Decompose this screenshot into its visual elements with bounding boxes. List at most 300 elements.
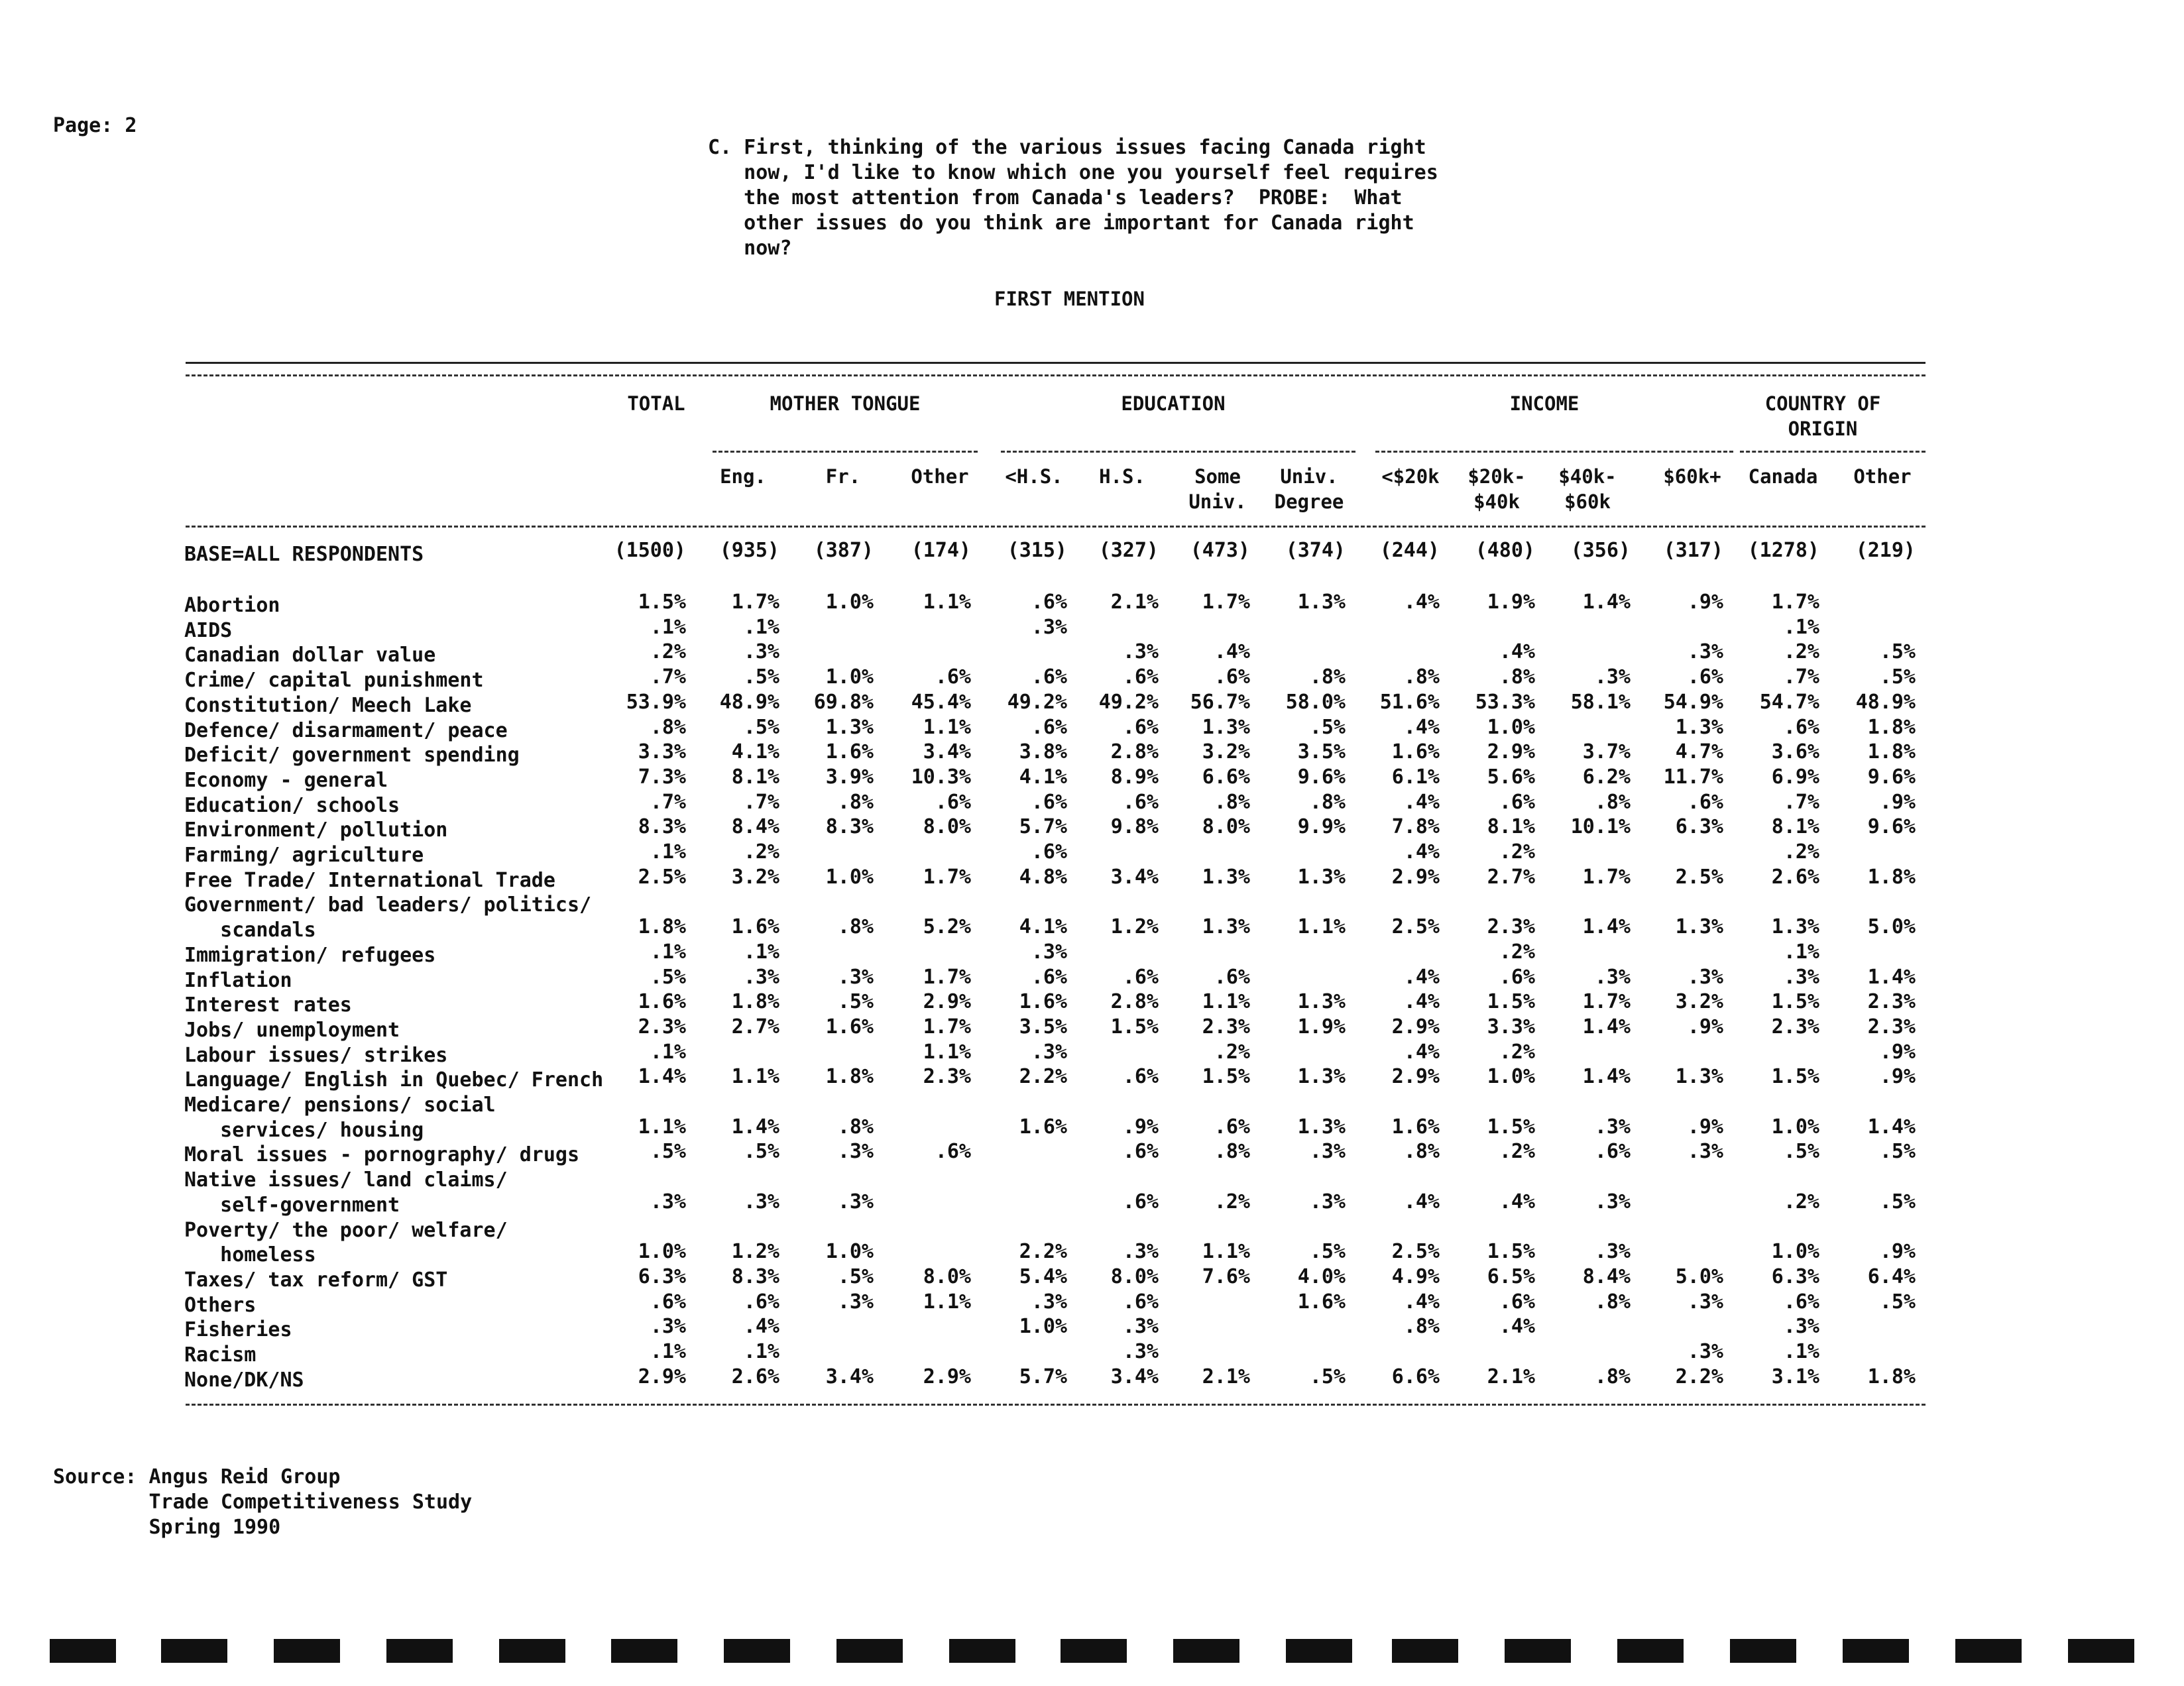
table-cell: 2.9% <box>1391 1015 1440 1039</box>
table-cell: 8.1% <box>1487 815 1535 839</box>
table-cell: 7.6% <box>1202 1264 1250 1288</box>
base-value: (1278) <box>1747 539 1819 562</box>
base-value: (317) <box>1663 539 1723 562</box>
footer-bar <box>1730 1639 1796 1663</box>
table-cell: 3.8% <box>1019 740 1067 764</box>
table-cell: .7% <box>650 665 686 689</box>
table-cell: 8.0% <box>1202 815 1250 839</box>
table-cell: 49.2% <box>1007 690 1067 714</box>
row-label: Crime/ capital punishment <box>184 669 484 693</box>
table-cell: 1.0% <box>825 590 874 614</box>
table-cell: 1.8% <box>825 1065 874 1089</box>
table-cell: 3.4% <box>1110 1365 1159 1388</box>
footer-bar <box>1061 1639 1127 1663</box>
table-cell: 1.0% <box>1487 715 1535 739</box>
table-cell: .8% <box>1594 790 1631 814</box>
table-cell: 1.1% <box>923 590 971 614</box>
table-cell: 2.1% <box>1487 1365 1535 1388</box>
table-cell: .2% <box>650 640 686 664</box>
footer-bar <box>724 1639 790 1663</box>
table-cell: 1.9% <box>1487 590 1535 614</box>
table-cell: .4% <box>1403 990 1440 1014</box>
table-cell: .6% <box>935 1140 971 1164</box>
table-cell: 2.7% <box>731 1015 779 1039</box>
base-value: (935) <box>719 539 779 562</box>
table-cell: .2% <box>1499 840 1535 864</box>
row-label: Deficit/ government spending <box>184 744 520 767</box>
table-cell: 1.4% <box>1582 590 1631 614</box>
table-cell: .6% <box>1031 840 1067 864</box>
subheader-5: Some Univ. <box>1188 465 1247 513</box>
table-cell: 6.6% <box>1202 765 1250 789</box>
table-cell: 6.3% <box>1675 815 1723 839</box>
table-cell: 1.3% <box>825 715 874 739</box>
table-cell: .3% <box>1031 940 1067 964</box>
table-cell: .3% <box>1687 1290 1723 1314</box>
table-cell: 1.5% <box>1110 1015 1159 1039</box>
table-cell: 58.1% <box>1570 690 1631 714</box>
table-cell: .8% <box>1403 1140 1440 1164</box>
row-label: Farming/ agriculture <box>184 844 424 867</box>
table-cell: 2.7% <box>1487 865 1535 889</box>
table-cell: 2.9% <box>638 1365 686 1388</box>
table-cell: 54.7% <box>1759 690 1819 714</box>
table-cell: 1.3% <box>1297 865 1346 889</box>
table-cell: 1.1% <box>1202 990 1250 1014</box>
table-cell: .3% <box>837 1290 874 1314</box>
table-cell: .3% <box>743 640 779 664</box>
subheader-3: <H.S. <box>1005 465 1063 488</box>
table-cell: 1.3% <box>1297 1115 1346 1139</box>
table-cell: .3% <box>837 1140 874 1164</box>
table-cell: .3% <box>743 1190 779 1213</box>
footer-bar <box>50 1639 116 1663</box>
table-cell: .6% <box>1122 790 1159 814</box>
table-cell: 1.3% <box>1202 915 1250 939</box>
table-cell: 4.0% <box>1297 1264 1346 1288</box>
row-label: Abortion <box>184 594 280 617</box>
table-cell: .9% <box>1879 790 1916 814</box>
header-bottom-dashed-rule <box>186 526 1925 528</box>
table-cell: 2.3% <box>1202 1015 1250 1039</box>
table-cell: 2.8% <box>1110 990 1159 1014</box>
table-cell: .3% <box>1309 1140 1346 1164</box>
table-cell: 1.7% <box>923 865 971 889</box>
table-cell: .1% <box>1783 1340 1819 1363</box>
table-cell: .3% <box>1783 965 1819 989</box>
table-cell: .6% <box>1031 790 1067 814</box>
table-cell: 6.3% <box>638 1264 686 1288</box>
table-cell: .3% <box>650 1190 686 1213</box>
table-cell: 2.9% <box>923 1365 971 1388</box>
row-label: scandals <box>184 919 316 942</box>
table-cell: .4% <box>1499 640 1535 664</box>
header-country-of-origin: COUNTRY OF ORIGIN <box>1764 392 1881 440</box>
table-cell: 7.8% <box>1391 815 1440 839</box>
header-mother-tongue: MOTHER TONGUE <box>770 392 921 415</box>
table-cell: 1.8% <box>1867 1365 1916 1388</box>
table-cell: .9% <box>1687 1015 1723 1039</box>
base-value: (374) <box>1285 539 1346 562</box>
table-cell: 1.8% <box>1867 865 1916 889</box>
table-cell: 1.1% <box>923 1040 971 1064</box>
table-cell: 56.7% <box>1190 690 1250 714</box>
table-cell: .7% <box>650 790 686 814</box>
row-label: Taxes/ tax reform/ GST <box>184 1268 448 1292</box>
table-cell: .8% <box>1309 790 1346 814</box>
table-cell: 1.3% <box>1297 590 1346 614</box>
table-cell: 2.3% <box>1487 915 1535 939</box>
table-cell: 1.7% <box>923 1015 971 1039</box>
table-cell: .3% <box>1594 1190 1631 1213</box>
base-value: (480) <box>1475 539 1535 562</box>
row-label: Environment/ pollution <box>184 818 448 842</box>
table-cell: 9.9% <box>1297 815 1346 839</box>
table-cell: .5% <box>1783 1140 1819 1164</box>
table-cell: .5% <box>1879 1140 1916 1164</box>
table-cell: 10.1% <box>1570 815 1631 839</box>
table-cell: 4.9% <box>1391 1264 1440 1288</box>
table-cell: 3.2% <box>1202 740 1250 764</box>
education-underline <box>1001 451 1355 453</box>
table-cell: 3.6% <box>1771 740 1819 764</box>
table-cell: 1.0% <box>825 665 874 689</box>
table-cell: .3% <box>1687 1340 1723 1363</box>
table-cell: .6% <box>1594 1140 1631 1164</box>
table-cell: .6% <box>1783 715 1819 739</box>
table-cell: 8.9% <box>1110 765 1159 789</box>
table-cell: .6% <box>1499 790 1535 814</box>
table-cell: .2% <box>743 840 779 864</box>
table-cell: 69.8% <box>813 690 874 714</box>
table-cell: 8.0% <box>923 815 971 839</box>
table-cell: 49.2% <box>1098 690 1159 714</box>
table-cell: .6% <box>1122 1290 1159 1314</box>
table-cell: .4% <box>1403 840 1440 864</box>
footer-bar <box>1617 1639 1684 1663</box>
table-cell: 1.0% <box>1487 1065 1535 1089</box>
table-cell: 1.8% <box>731 990 779 1014</box>
table-cell: .3% <box>1687 1140 1723 1164</box>
table-cell: .6% <box>1122 1140 1159 1164</box>
table-cell: 2.9% <box>1487 740 1535 764</box>
footer-bar <box>1505 1639 1571 1663</box>
table-cell: .2% <box>1499 1040 1535 1064</box>
base-value: (219) <box>1855 539 1916 562</box>
table-cell: 1.0% <box>1771 1115 1819 1139</box>
base-value: (356) <box>1570 539 1631 562</box>
table-cell: .3% <box>1031 1040 1067 1064</box>
table-cell: 1.8% <box>638 915 686 939</box>
table-cell: 1.6% <box>1019 990 1067 1014</box>
table-cell: 4.8% <box>1019 865 1067 889</box>
mother-tongue-underline <box>713 451 978 453</box>
table-cell: .5% <box>1879 640 1916 664</box>
table-cell: 4.1% <box>731 740 779 764</box>
table-cell: .7% <box>1783 790 1819 814</box>
row-label: Moral issues - pornography/ drugs <box>184 1143 580 1167</box>
table-cell: 8.4% <box>1582 1264 1631 1288</box>
table-cell: .3% <box>1309 1190 1346 1213</box>
table-cell: .4% <box>1403 965 1440 989</box>
table-cell: 48.9% <box>719 690 779 714</box>
page-number: Page: 2 <box>53 114 137 137</box>
table-cell: .6% <box>1122 665 1159 689</box>
table-cell: 1.6% <box>638 990 686 1014</box>
table-cell: .8% <box>1214 1140 1250 1164</box>
table-cell: .9% <box>1687 590 1723 614</box>
subheader-6: Univ. Degree <box>1274 465 1344 513</box>
row-label: None/DK/NS <box>184 1368 304 1392</box>
row-label: Fisheries <box>184 1318 292 1342</box>
table-cell: 7.3% <box>638 765 686 789</box>
table-cell: 5.7% <box>1019 1365 1067 1388</box>
base-value: (387) <box>813 539 874 562</box>
subheader-9: $40k- $60k <box>1558 465 1617 513</box>
footer-bar <box>1286 1639 1352 1663</box>
table-cell: .8% <box>650 715 686 739</box>
table-cell: .3% <box>1122 1340 1159 1363</box>
table-cell: .6% <box>1214 965 1250 989</box>
table-cell: 1.3% <box>1297 1065 1346 1089</box>
table-bottom-dashed-rule <box>186 1404 1925 1406</box>
footer-bar <box>2068 1639 2134 1663</box>
table-cell: .8% <box>1499 665 1535 689</box>
table-cell: .3% <box>1594 1240 1631 1264</box>
base-value: (244) <box>1379 539 1440 562</box>
table-cell: .2% <box>1783 640 1819 664</box>
table-cell: .1% <box>743 615 779 639</box>
table-cell: 1.8% <box>1867 715 1916 739</box>
subheader-7: <$20k <box>1381 465 1440 488</box>
row-label: services/ housing <box>184 1118 424 1142</box>
row-label: Immigration/ refugees <box>184 943 436 967</box>
table-cell: 1.3% <box>1771 915 1819 939</box>
table-cell: 2.1% <box>1110 590 1159 614</box>
table-cell: 8.4% <box>731 815 779 839</box>
table-cell: .5% <box>837 1264 874 1288</box>
table-cell: 2.1% <box>1202 1365 1250 1388</box>
table-cell: 1.7% <box>731 590 779 614</box>
table-cell: 51.6% <box>1379 690 1440 714</box>
row-label: Economy - general <box>184 768 388 792</box>
table-cell: .3% <box>1594 1115 1631 1139</box>
table-cell: 1.5% <box>1487 1240 1535 1264</box>
table-cell: .4% <box>743 1315 779 1339</box>
table-cell: .5% <box>743 1140 779 1164</box>
table-cell: .2% <box>1214 1040 1250 1064</box>
table-cell: .4% <box>1403 1190 1440 1213</box>
table-cell: 1.4% <box>638 1065 686 1089</box>
table-cell: .8% <box>1403 665 1440 689</box>
table-cell: .1% <box>1783 940 1819 964</box>
subheader-4: H.S. <box>1099 465 1145 488</box>
table-cell: 6.1% <box>1391 765 1440 789</box>
row-label: Education/ schools <box>184 793 400 817</box>
footer-bar <box>949 1639 1015 1663</box>
table-cell: .1% <box>650 940 686 964</box>
table-cell: 2.3% <box>638 1015 686 1039</box>
footer-bar <box>161 1639 227 1663</box>
table-cell: .6% <box>743 1290 779 1314</box>
table-cell: .6% <box>1214 1115 1250 1139</box>
table-cell: 58.0% <box>1285 690 1346 714</box>
table-cell: .1% <box>743 1340 779 1363</box>
table-cell: .7% <box>743 790 779 814</box>
table-cell: 5.0% <box>1675 1264 1723 1288</box>
table-cell: 1.1% <box>923 1290 971 1314</box>
table-cell: 1.4% <box>1867 965 1916 989</box>
row-label: homeless <box>184 1243 316 1267</box>
table-cell: 54.9% <box>1663 690 1723 714</box>
table-cell: 2.3% <box>923 1065 971 1089</box>
table-cell: 9.6% <box>1867 815 1916 839</box>
table-cell: 5.4% <box>1019 1264 1067 1288</box>
footer-bar <box>274 1639 340 1663</box>
table-cell: .6% <box>1214 665 1250 689</box>
survey-question: C. First, thinking of the various issues facing Canada right now, I'd like to know which one you yourself feel requires the most attention from Canada's leaders? PROBE: What other issues do you think are important for Canada right now? <box>708 136 1438 260</box>
table-cell: 2.5% <box>1391 1240 1440 1264</box>
table-cell: 2.9% <box>1391 1065 1440 1089</box>
table-cell: 3.4% <box>825 1365 874 1388</box>
table-cell: 3.3% <box>1487 1015 1535 1039</box>
subheader-11: Canada <box>1748 465 1818 488</box>
subheader-1: Fr. <box>825 465 861 488</box>
table-cell: 2.3% <box>1867 990 1916 1014</box>
table-cell: .9% <box>1687 1115 1723 1139</box>
table-cell: 2.5% <box>638 865 686 889</box>
table-cell: .2% <box>1783 1190 1819 1213</box>
table-cell: .6% <box>1687 790 1723 814</box>
table-cell: .1% <box>743 940 779 964</box>
table-cell: 10.3% <box>911 765 971 789</box>
table-cell: 2.3% <box>1771 1015 1819 1039</box>
source-note: Source: Angus Reid Group Trade Competitiveness Study Spring 1990 <box>53 1465 473 1539</box>
footer-bar <box>386 1639 453 1663</box>
table-cell: .3% <box>837 1190 874 1213</box>
table-cell: .1% <box>650 1040 686 1064</box>
table-cell: .6% <box>1687 665 1723 689</box>
table-cell: 8.1% <box>731 765 779 789</box>
table-cell: .5% <box>837 990 874 1014</box>
table-cell: .5% <box>1879 1190 1916 1213</box>
table-cell: .3% <box>1687 965 1723 989</box>
subheader-0: Eng. <box>720 465 766 488</box>
table-cell: .4% <box>1214 640 1250 664</box>
subheader-10: $60k+ <box>1663 465 1721 488</box>
table-cell: 1.3% <box>1202 865 1250 889</box>
table-cell: .9% <box>1879 1240 1916 1264</box>
table-cell: 1.1% <box>731 1065 779 1089</box>
row-label: Poverty/ the poor/ welfare/ <box>184 1218 508 1242</box>
table-cell: 1.7% <box>1771 590 1819 614</box>
header-education: EDUCATION <box>1121 392 1226 415</box>
table-cell: 2.2% <box>1019 1240 1067 1264</box>
row-label: Inflation <box>184 968 292 992</box>
footer-bar <box>1392 1639 1458 1663</box>
table-cell: .1% <box>1783 615 1819 639</box>
table-cell: 9.6% <box>1867 765 1916 789</box>
table-cell: .9% <box>1879 1065 1916 1089</box>
table-cell: 9.6% <box>1297 765 1346 789</box>
table-cell: 3.5% <box>1019 1015 1067 1039</box>
table-cell: .6% <box>1122 965 1159 989</box>
row-label: Interest rates <box>184 993 352 1017</box>
table-cell: .8% <box>837 1115 874 1139</box>
table-cell: .6% <box>935 665 971 689</box>
table-cell: 5.6% <box>1487 765 1535 789</box>
table-cell: 2.6% <box>1771 865 1819 889</box>
table-cell: 3.5% <box>1297 740 1346 764</box>
table-cell: 3.9% <box>825 765 874 789</box>
table-cell: 8.3% <box>731 1264 779 1288</box>
table-cell: 1.4% <box>731 1115 779 1139</box>
table-cell: 1.6% <box>1297 1290 1346 1314</box>
table-cell: 2.9% <box>1391 865 1440 889</box>
table-cell: .4% <box>1403 790 1440 814</box>
table-cell: 1.2% <box>731 1240 779 1264</box>
base-value: (327) <box>1098 539 1159 562</box>
table-cell: .5% <box>1879 665 1916 689</box>
table-cell: .8% <box>1594 1290 1631 1314</box>
table-cell: 1.0% <box>825 1240 874 1264</box>
table-cell: 2.5% <box>1675 865 1723 889</box>
table-cell: 2.2% <box>1019 1065 1067 1089</box>
table-cell: .3% <box>1594 965 1631 989</box>
table-cell: .8% <box>837 790 874 814</box>
subheader-8: $20k- $40k <box>1467 465 1526 513</box>
table-cell: .3% <box>1687 640 1723 664</box>
row-label: AIDS <box>184 618 233 642</box>
table-cell: .5% <box>1309 1365 1346 1388</box>
table-cell: .4% <box>1499 1315 1535 1339</box>
table-cell: 9.8% <box>1110 815 1159 839</box>
row-label: Jobs/ unemployment <box>184 1018 400 1042</box>
table-cell: 6.2% <box>1582 765 1631 789</box>
subheader-2: Other <box>911 465 969 488</box>
table-top-rule <box>186 362 1925 364</box>
table-cell: 48.9% <box>1855 690 1916 714</box>
table-cell: .7% <box>1783 665 1819 689</box>
table-cell: .5% <box>1879 1290 1916 1314</box>
table-cell: 1.0% <box>1019 1315 1067 1339</box>
table-cell: 1.6% <box>825 740 874 764</box>
table-cell: 8.1% <box>1771 815 1819 839</box>
table-cell: .3% <box>1122 1240 1159 1264</box>
table-cell: 1.3% <box>1202 715 1250 739</box>
table-cell: 1.6% <box>1391 740 1440 764</box>
table-cell: .4% <box>1403 1290 1440 1314</box>
table-cell: 3.2% <box>1675 990 1723 1014</box>
row-label: Canadian dollar value <box>184 644 436 667</box>
table-cell: 1.6% <box>1391 1115 1440 1139</box>
table-cell: 1.1% <box>1297 915 1346 939</box>
table-cell: 3.1% <box>1771 1365 1819 1388</box>
row-label: Constitution/ Meech Lake <box>184 693 472 717</box>
table-cell: 1.5% <box>1771 1065 1819 1089</box>
table-cell: 1.8% <box>1867 740 1916 764</box>
table-cell: 2.8% <box>1110 740 1159 764</box>
table-cell: 1.6% <box>731 915 779 939</box>
table-cell: .3% <box>743 965 779 989</box>
table-cell: 3.2% <box>731 865 779 889</box>
table-cell: .2% <box>1214 1190 1250 1213</box>
table-cell: .6% <box>1031 665 1067 689</box>
row-label: Native issues/ land claims/ <box>184 1168 508 1192</box>
table-cell: 53.9% <box>626 690 686 714</box>
table-cell: .4% <box>1403 1040 1440 1064</box>
table-cell: .8% <box>1403 1315 1440 1339</box>
